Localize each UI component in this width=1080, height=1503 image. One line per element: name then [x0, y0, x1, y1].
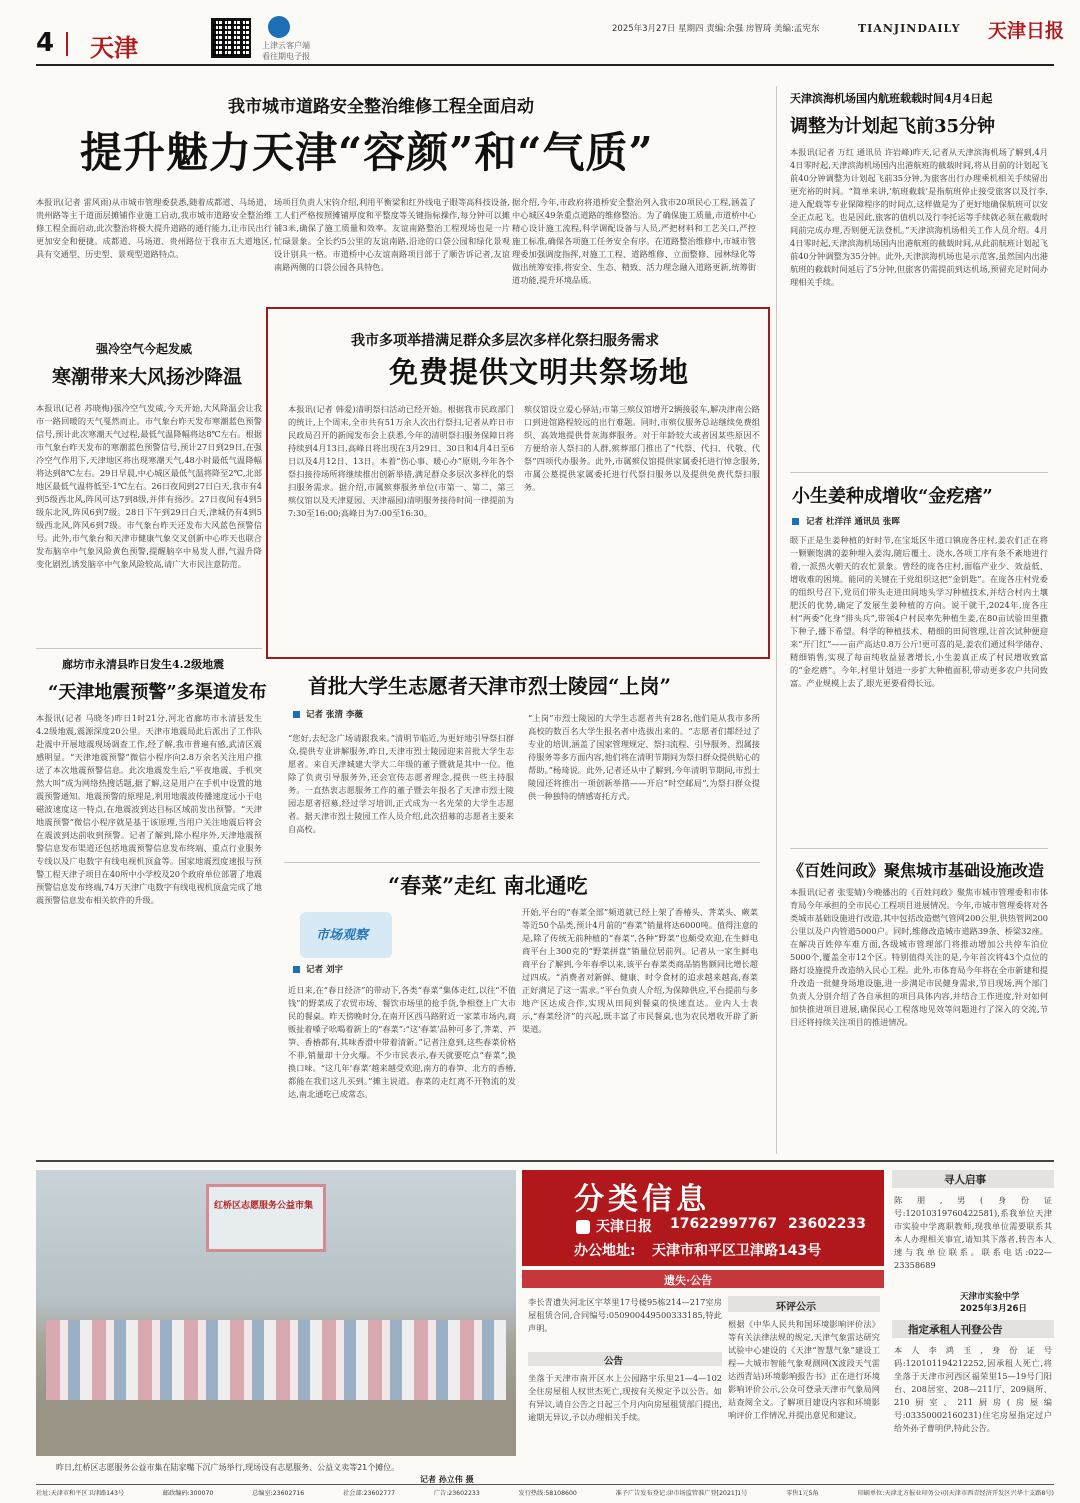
footer-ads: 广告:23602233: [433, 1490, 480, 1497]
env-body: 根据《中华人民共和国环境影响评价法》等有关法律法规的规定,天津气象雷达研究试验中心建设的《天津“智慧气象”建设工程—大城市智能气象观测网(X波段天气雷达西青站)环境影响报告书》正在进行环境影响评价公示,公众可登录天津市气象局网站查阅全文。了解项目建设内容和环境影响评价工作情况,并提出意见和建议。: [728, 1319, 880, 1420]
volunteer-byline-marker: [293, 711, 300, 718]
heir-body: 本人李鸿玉,身份证号码:120101194212252,因承租人死亡,将坐落于天津市河西区福荣里15—19号门阳台、208居室、208—211厅、209厕所、210厨室、211厨房(房屋编号:03350002160231)住宅房屋指定过户给外孙子曹明伊,特此公告。: [894, 1345, 1052, 1433]
cold-title: 寒潮带来大风扬沙降温: [52, 366, 243, 388]
env-heading: 环评公示: [776, 1302, 816, 1313]
seek-heading: 寻人启事: [944, 1174, 986, 1186]
photo-stage: [206, 1184, 326, 1252]
footer-hotline: 发行热线:58108600: [518, 1490, 577, 1497]
ginger-byline-marker: [792, 518, 799, 525]
volunteer-title: 首批大学生志愿者天津市烈士陵园“上岗”: [308, 674, 672, 698]
classified-header: [522, 1170, 884, 1266]
date-line: 2025年3月27日 星期四 责编:余强 房智琦 美编:孟宪东: [612, 24, 820, 34]
phone-label: 天津日报: [596, 1219, 652, 1235]
box-kicker: 我市多项举措满足群众多层次多样化祭扫服务需求: [351, 333, 659, 349]
cold-body: 本报讯(记者 苏晓梅)强冷空气发威,今天开始,大风降温会让我市一路回暖的天气戛然而止。市气象台昨天发布寒潮蓝色预警信号,预计此次寒潮天气过程,最低气温降幅将达8℃左右。根据市气象台昨天发布的寒潮蓝色预警信号,预计27日到29日,在强冷空气作用下,天津地区将出现寒潮天气,48小时最低气温降幅将达到8℃左右。29日早晨,中心城区最低气温将降至2℃,北部地区最低气温将低至-1℃左右。26日夜间到27日白天,我市有4到5级西北风,阵风可达7到8级,并伴有扬沙。27日夜间有4到5级东北风,阵风6到7级。28日下午到29日白天,津城仍有4到5级西北风,阵风6到7级。市气象台昨天还发布大风蓝色预警信号。此外,市气象台和天津市健康气象交叉创新中心昨天也联合发布脑卒中气象风险黄色预警,提醒脑卒中易发人群,气温升降变化剧烈,诱发脑卒中气象风险较高,请广大市民注意防范。: [36, 403, 262, 569]
footer: [36, 1488, 1054, 1500]
footer-printer: 印刷单位:天津北方报业印务公司(天津市西青经济开发区兴华十支路8号): [857, 1490, 1054, 1497]
ginger-body: 眼下正是生姜种植的好时节,在宝坻区牛道口镇庞各庄村,姜农们正在将一颗颗饱满的姜种埋入姜沟,随后覆土、浇水,各项工序有条不紊地进行着,一派热火朝天的农忙景象。曾经的庞各庄村,面临产业少、效益低、增收难的困境。能同的关键在于党组织这把“金钥匙”。在庞各庄村党委的组织号召下,党员们带头走进田间地头学习种植技术,并结合村内土壤肥沃的优势,确定了发展生姜种植的方向。说干就干,2024年,庞各庄村“两委”化身“排头兵”,带领4户村民率先种植生姜,在80亩试验田里撒下种子,播下希望。科学的种植技术、精细的田间管理,让首次试种便迎来“开门红”——亩产高达0.8万公斤!更可喜的是,姜农们通过科学储存、精细销售,实现了每亩纯收益显著增长,小生姜真正成了村民增收致富的“金疙瘩”。今年,村里计划进一步扩大种植面积,带动更多农户共同致富。产业规模上去了,眼光更要看得长远。: [790, 535, 1048, 688]
photo-banner: 红桥区志愿服务公益市集: [214, 1201, 314, 1211]
spring-byline-marker: [293, 966, 300, 973]
ginger-byline: 记者 杜洋洋 通讯员 张晖: [806, 517, 900, 527]
airport-title: 调整为计划起飞前35分钟: [790, 116, 996, 137]
notice-body: 坐落于天津市南开区水上公园路宇乐里21—4—102全住房屋租人权世杰死亡,现按有关规定予以公告。如有异议,请自公告之日起三个月内向房屋租赁部门提出,逾期无异议,予以办理相关手续。: [528, 1373, 722, 1422]
footer-postcode: 邮政编码:300070: [162, 1490, 214, 1497]
market-badge-label: 市场观察: [316, 928, 369, 943]
lost-notice-bar-label: 遗失·公告: [664, 1274, 713, 1287]
heir-heading: 指定承租人刊登公告: [908, 1324, 1003, 1336]
notice-heading: 公告: [604, 1356, 624, 1367]
addr-label: 办公地址:: [574, 1243, 636, 1259]
classified-title: 分类信息: [574, 1182, 710, 1217]
phone-icon: [576, 1220, 590, 1234]
photo-credit: 记者 孙立伟 摄: [420, 1475, 474, 1484]
qr-code: [211, 18, 251, 58]
footer-society: 社会部:23602777: [342, 1490, 396, 1497]
airport-kicker: 天津滨海机场国内航班载载时间4月4日起: [790, 92, 993, 105]
box-title: 免费提供文明共祭场地: [389, 355, 690, 389]
baixing-body: 本报讯(记者 张雯婧)今晚播出的《百姓问政》聚焦市城市管理委和市体育局今年承担的全市民心工程项目进展情况。今年,市城市管理委将对各类城市基础设施进行改造,其中包括改造燃气管网200公里,供热管网200公里以及户内管道5000户。同时,维修改造城市道路39条、桥梁32座。在解决百姓停车难方面,各级城市管理部门将推动增加公共停车泊位5000个,覆盖全市12个区。特别值得关注的是,今年首次将43个点位的路灯设施提升改造纳入民心工程。此外,市体育局今年将在全市新建和提升改造一批健身场地设施,进一步满足市民健身需求,节目现场,两个部门负责人分别介绍了各自承担的项目具体内容,并结合工作进度,针对如何加快推进项目进展,确保民心工程落地见效等问题进行了深入的交流,节目还将持续关注项目的推进情况。: [790, 887, 1048, 1027]
box-col-1: 本报讯(记者 韩爱)清明祭扫活动已经开始。根据我市民政部门的统计,上个周末,全市共有51万余人次出行祭扫,记者从昨日市民政局召开的新闻发布会上获悉,今年的清明祭扫服务保障日将持续到4月13日,高峰日将出现在3月29日、30日和4月4日至6日以及4月12日、13日。本着“伤心事、暖心办”原则,今年各个祭扫接待场所将继续推出创新举措,满足群众多层次多样化的祭扫服务需求。据介绍,市属殡葬服务单位(市第一、第二、第三殡仪馆以及天津夏园、天津福园)清明服务接待时间一律提前为7:30至16:00;高峰日为7:00至16:30。: [288, 404, 514, 518]
app-logo-icon: [268, 16, 290, 38]
lead-kicker: 我市城市道路安全整治维修工程全面启动: [228, 97, 534, 117]
footer-editorial: 总编室:23602716: [252, 1490, 305, 1497]
footer-address: 社址:天津市和平区卫津路143号: [36, 1490, 125, 1497]
addr-value: 天津市和平区卫津路143号: [652, 1243, 822, 1259]
photo-caption: 昨日,红桥区志愿服务公益市集在陆家嘴下沉广场举行,现场设有志愿服务、公益义卖等21个摊位。: [56, 1463, 400, 1472]
cold-kicker: 强冷空气今起发威: [96, 342, 193, 356]
airport-body: 本报讯(记者 万红 通讯员 许岩峰)昨天,记者从天津滨海机场了解到,4月4日零时起,天津滨海机场国内出港航班的截载时间,将从目前的计划起飞前40分钟调整为计划起飞前35分钟,为旅客出行办理乘机相关手续留出更充裕的时间。“简单来讲,‘航班截载’是指航班停止接受旅客以及行李,进入配载等专业保障程序的时间点,这样做是为了更好地确保航班可以安全正点起飞。也是因此,旅客的值机以及行李托运等手续就必须在截载时间前完成办理,否则便无法登机。”天津滨海机场相关工作人员介绍。4月4日零时起,天津滨海机场国内出港航班的截载时间,从此前航班计划起飞前40分钟调整为35分钟。此外,天津滨海机场也是示范客,虽然国内出港航班的截载时间延后了5分钟,但旅客仍需提前到达机场,预留充足时间办理相关手续。: [790, 147, 1048, 287]
box-col-2: 殡仪馆设立爱心驿站;市第三殡仪馆增开2辆接驳车,解决津南公路口到进馆路程较远的出行难题。同时,市殡仪服务总站继续免费组织、高效地提供骨灰海葬服务。对于年龄较大或者因某些原因不方便给亲人祭扫的人群,殡葬部门推出了“代祭、代扫、代敬、代祭”四项代办服务。此外,市属殡仪馆提供家属委托进行悼念服务,市属公墓提供家属委托进行代祭扫服务以及提供免费代祭扫服务。: [524, 404, 760, 492]
page-number: 4: [36, 28, 55, 58]
footer-license: 准予广告发布登记:津市场监管准广登[2021]1号: [615, 1490, 748, 1497]
brand-english: TIANJINDAILY: [858, 22, 961, 35]
spring-col-1: 近日来,在“春日经济”的带动下,各类“春菜”集体走红,以往“不值钱”的野菜成了农贸市场、餐饮市场里的抢手货,争相登上广大市民的餐桌。昨天傍晚时分,在南开区西马路附近一家菜市场内,商贩扯着嗓子吆喝着新上的“春菜”:“这‘春菜’品种可多了,荠菜、芦笋、香椿都有,其味香滑中带着清新。”记者注意到,这些春菜价格不菲,销量却十分火爆。不少市民表示,春天就要吃点“春菜”,换换口味。“这几年‘春菜’越来越受欢迎,南方的春笋、北方的香椿,都能在我们这儿买到。”摊主说道。春菜的走红离不开物流的发达,南北通吃已成常态。: [288, 985, 516, 1099]
seek-signature: 天津市实验中学: [960, 1292, 1020, 1302]
quake-kicker: 廊坊市永清县昨日发生4.2级地震: [62, 658, 225, 671]
app-line-2: 看往期电子报: [262, 52, 310, 61]
lead-col-2: 场项目负责人宋钧介绍,利用平衡梁和红外线电子眼等高科技设备,工人们严格按照摊铺厚度和平整度等关键指标操作,每分钟可以摊铺3米,确保了施工质量和效率。友谊南路整治工程现场也是一片忙碌景象。全长约5公里的友谊南路,沿途的口袋公园和绿化景观设计别具一格。市道桥中心友谊南路项目部于了顺告诉记者,友谊南路两侧的口袋公园各具特色。: [274, 197, 510, 272]
notice-heading-bg: [528, 1352, 722, 1366]
quake-body: 本报讯(记者 马晓冬)昨日1时21分,河北省廊坊市永清县发生4.2级地震,震源深度20公里。天津市地震局此后派出了工作队赴震中开展地震现场调查工作,经了解,我市普遍有感,武清区震感明显。“天津地震预警”微信小程序向2.8万余名关注用户推送了本次地震预警信息。此次地震发生后,“平夜地震、手机突然大叫”成为网络热搜话题,据了解,这是用户在手机中设置的地震预警通知。地震预警的原理是,利用地震波传播速度远小于电磁波速度这一特点,在地震波到达目标区域前发出预警。“天津地震预警”微信小程序就是基于该原理,当用户关注地震后将会在震波到达前收到预警。记者了解到,除小程序外,天津地震预警信息发布渠道还包括地震预警信息发布终端、重点行业服务专线以及广电数字有线电视机顶盒等。国家地震烈度速报与预警工程天津子项目在40所中小学校及20个政府单位部署了地震预警信息发布终端,74万天津广电数字有线电视机顶盒完成了地震预警信息发布相关软件的升级。: [36, 713, 262, 905]
app-line-1: 上津云客户端: [262, 41, 310, 50]
volunteer-col-2: “上岗”市烈士陵园的大学生志愿者共有28名,他们是从我市多所高校的数百名大学生报名者中选拔出来的。“志愿者们都经过了专业的培训,涵盖了国家管理规定、祭扫流程、引导服务、烈属接待服务等多方面内容,他们将在清明节期间为祭扫群众提供贴心的帮助。”杨琦说。此外,记者还从中了解到,今年清明节期间,市烈士陵园还将推出一项创新举措——开启“时空邮局”,为祭扫群众提供一种独特的情感寄托方式。: [528, 713, 760, 801]
volunteer-col-1: “您好,去纪念广场请跟我来。”清明节临近,为更好地引导祭扫群众,提供专业讲解服务,昨日,天津市烈士陵园迎来首批大学生志愿者。来自天津城建大学大二年级的董子暨就是其中一位。他除了负责引导服务外,还会宣传志愿者理念,提供一些主持服务。一直热衷志愿服务工作的董子暨去年报名了天津市烈士陵园志愿者招募,经过学习培训,正式成为一名光荣的大学生志愿者。据天津市烈士陵园工作人员介绍,此次招募的志愿者主要来自高校。: [288, 733, 514, 834]
footer-price: 零售1元5角: [786, 1490, 819, 1497]
phone-2: 23602233: [788, 1216, 866, 1232]
lead-col-3: 据介绍,今年,市政府将道桥安全整治列入我市20项民心工程,涵盖了中心城区49条重点道路的维修整治。为了确保施工质量,市道桥中心精心设计施工流程,科学调配设备与人员,严把材料和工艺关口,严控施工标准,确保各项施工任务安全有序。在道路整治维修中,市城市管理委加强调度指挥,对施工工程、道路维修、立面整修、园林绿化等做出统筹安排,将安全、生态、精致、活力理念融入道路更新,统筹街道功能,提升环境品质。: [512, 197, 756, 285]
lost-notice: 李长青遗失河北区宇萃里17号楼95栋214—217室房屋租赁合同,合同编号:050900449500333185,特此声明。: [528, 1297, 722, 1333]
lead-title: 提升魅力天津“容颜”和“气质”: [80, 128, 654, 177]
photo-event: [36, 1170, 516, 1456]
phone-1: 17622997767: [670, 1216, 778, 1232]
quake-title: “天津地震预警”多渠道发布: [48, 682, 267, 703]
lead-col-1: 本报讯(记者 雷风雨)从市城市管理委获悉,随着成都道、马场道、贵州路等主干道面层摊铺作业施工启动,我市城市道路安全整治维修工程全面启动,此次整治将极大提升道路的通行能力,让市民出行更加安全和便捷。成都道、马场道、贵州路位于我市五大道地区,具有交通型、历史型、景观型道路特点。: [36, 197, 272, 259]
ginger-title: 小生姜种成增收“金疙瘩”: [792, 486, 993, 507]
section-name: 天津: [90, 33, 138, 62]
seek-body: 陈朋,男(身份证号:12010319760422581),系我单位天津市实验中学离职教师,现我单位需要联系其本人办理相关事宜,请知其下落者,转告本人速与我单位联系。联系电话:022—23358689: [894, 1195, 1052, 1270]
masthead: [0, 0, 1080, 68]
spring-title: “春菜”走红 南北通吃: [388, 873, 588, 898]
spring-byline: 记者 刘宇: [306, 965, 343, 975]
spring-col-2: 开始,平台的“春菜全部”频道就已经上架了香椿头、荠菜头、蕨菜等近50个品类,预计4月前的“春菜”销量将达6000吨。值得注意的是,除了传统无前种植的“春菜”,各种“野菜”也颇受欢迎,在生鲜电商平台上300克的“野菜拼盘”销量位居前列。记者从一家生鲜电商平台了解到,今年春季以来,该平台春菜类商品销售额同比增长超过四成。“消费者对新鲜、健康、时令食材的追求越来越高,春菜正好满足了这一需求。”平台负责人介绍,为保障供应,平台提前与多地产区达成合作,实现从田间到餐桌的快速直达。业内人士表示,“春菜经济”的兴起,既丰富了市民餐桌,也为农民增收开辟了新渠道。: [522, 907, 758, 1034]
seek-date: 2025年3月26日: [960, 1304, 1027, 1314]
baixing-title: 《百姓问政》聚焦城市基础设施改造: [788, 861, 1045, 880]
volunteer-byline: 记者 张清 李薇: [306, 710, 363, 720]
brand-logo: 天津日报: [988, 20, 1065, 42]
